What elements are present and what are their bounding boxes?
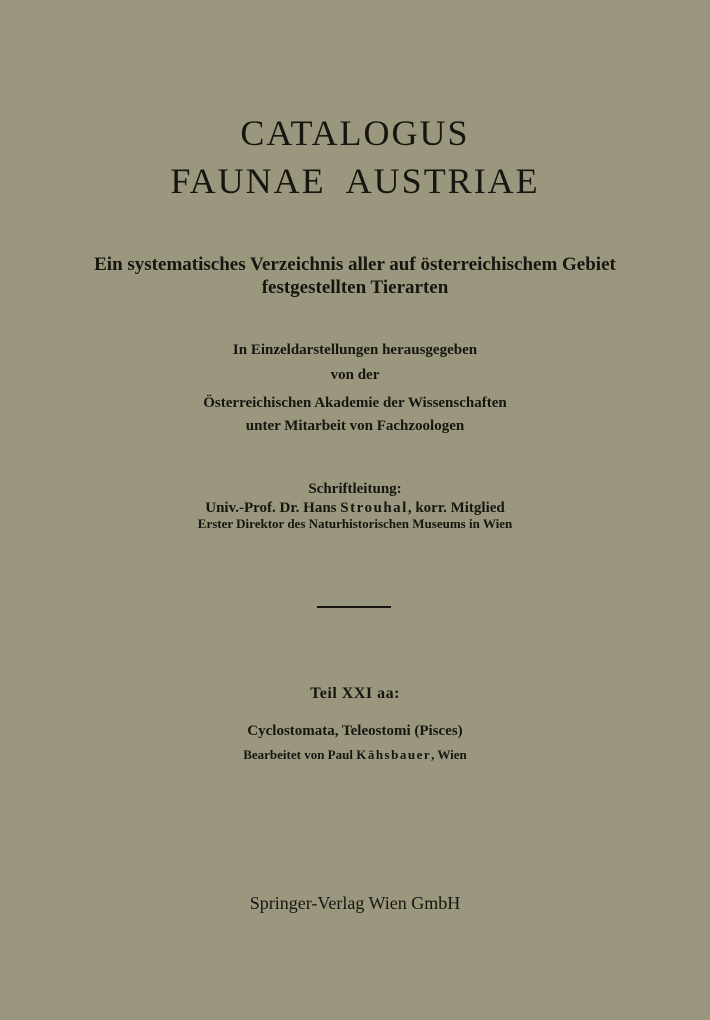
- subtitle-line-2: festgestellten Tierarten: [261, 277, 449, 298]
- title-line-1: CATALOGUS: [240, 113, 470, 153]
- author-suffix: , Wien: [431, 747, 467, 762]
- editor-name-suffix: , korr. Mitglied: [407, 500, 505, 516]
- volume-topic: Cyclostomata, Teleostomi (Pisces): [247, 723, 463, 739]
- editorial-line-2: von der: [330, 367, 380, 383]
- volume-part: Teil XXI aa:: [310, 685, 400, 702]
- editor-surname: Strouhal: [340, 500, 408, 516]
- author-surname: Kähsbauer: [356, 747, 432, 762]
- publisher-name: Springer-Verlag Wien GmbH: [249, 893, 461, 913]
- subtitle-line-1: Ein systematisches Verzeichnis aller auf österreichischem Gebiet: [94, 254, 616, 275]
- title-line-2: FAUNAE AUSTRIAE: [170, 161, 540, 201]
- schriftleitung-heading: Schriftleitung:: [308, 481, 402, 497]
- author-prefix: Bearbeitet von Paul: [243, 747, 353, 762]
- editor-name-prefix: Univ.-Prof. Dr. Hans: [205, 500, 337, 516]
- volume-author: [0, 746, 710, 764]
- editor-position: Erster Direktor des Naturhistorischen Museums in Wien: [197, 516, 513, 531]
- editorial-line-1: In Einzeldarstellungen herausgegeben: [232, 342, 478, 358]
- divider-rule: [317, 606, 391, 608]
- academy-name: Österreichischen Akademie der Wissenschaften: [203, 395, 507, 411]
- editorial-line-4: unter Mitarbeit von Fachzoologen: [245, 418, 465, 434]
